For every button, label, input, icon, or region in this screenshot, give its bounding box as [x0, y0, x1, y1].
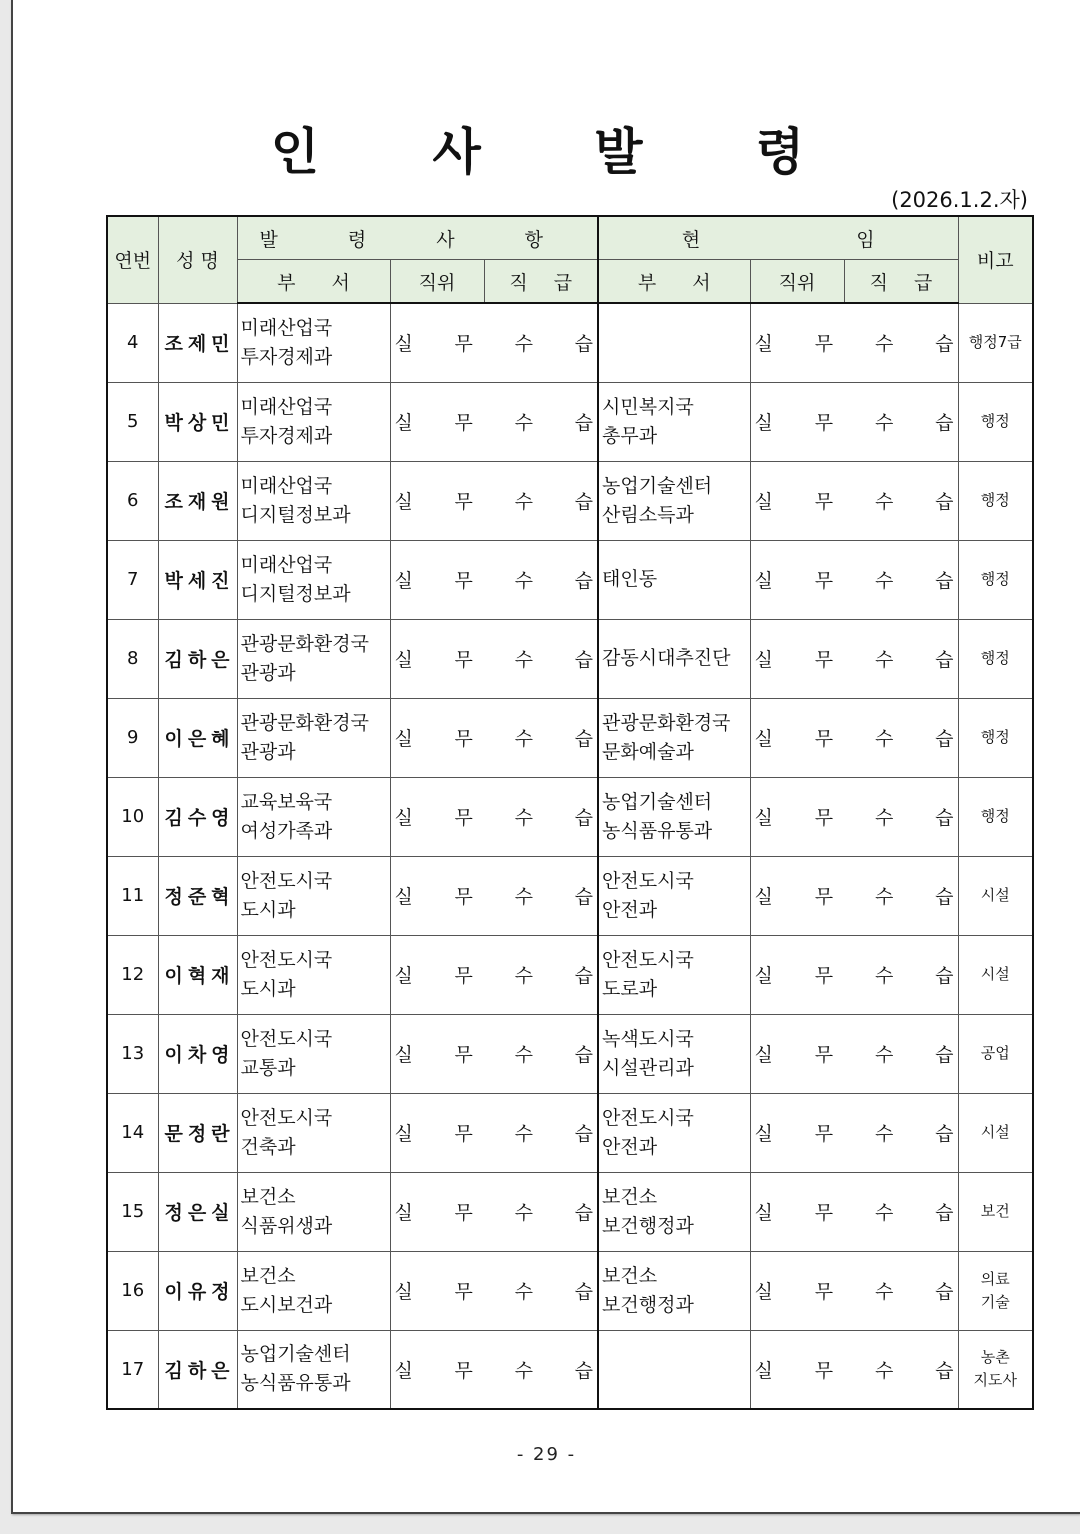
new-department — [237, 1014, 390, 1093]
note-line: 행정 — [980, 649, 1010, 667]
header-current-grade: 직 급 — [844, 260, 958, 304]
new-department-line: 관광문화환경국 — [240, 711, 369, 734]
person-name: 정은실 — [158, 1172, 237, 1251]
new-grade — [390, 1251, 598, 1330]
current-department-line: 농업기술센터 — [602, 474, 713, 497]
note-cell — [958, 382, 1033, 461]
new-department-line: 도시보건과 — [240, 1293, 333, 1316]
current-department — [598, 1014, 750, 1093]
new-department-line: 안전도시국 — [240, 1027, 333, 1050]
current-department-line: 보건행정과 — [602, 1214, 694, 1237]
note-line: 공업 — [980, 1044, 1010, 1062]
current-department — [598, 461, 750, 540]
new-department-line: 식품위생과 — [240, 1214, 333, 1237]
current-grade — [750, 540, 958, 619]
new-department — [237, 461, 390, 540]
current-department-line: 안전도시국 — [602, 869, 694, 892]
person-name: 이유정 — [158, 1251, 237, 1330]
new-grade — [390, 461, 598, 540]
new-department-line: 안전도시국 — [240, 869, 333, 892]
current-grade — [750, 461, 958, 540]
new-department-line: 디지털정보과 — [240, 503, 351, 526]
note-cell — [958, 619, 1033, 698]
new-department-line: 미래산업국 — [240, 474, 333, 497]
note-line: 행정 — [980, 412, 1010, 430]
new-grade-text: 실 무 수 습 — [394, 333, 593, 356]
row-number: 12 — [107, 935, 158, 1014]
current-department — [598, 777, 750, 856]
current-grade-text: 실 무 수 습 — [754, 1123, 954, 1145]
note-cell — [958, 698, 1033, 777]
note-cell — [958, 1014, 1033, 1093]
row-number: 4 — [107, 303, 158, 382]
header-new-dept: 부 서 — [237, 260, 390, 304]
current-grade — [750, 1093, 958, 1172]
note-cell — [958, 1172, 1033, 1251]
current-grade-text: 실 무 수 습 — [754, 491, 954, 513]
new-department-line: 농식품유통과 — [240, 1372, 351, 1395]
person-name: 조제민 — [158, 303, 237, 382]
current-grade — [750, 1014, 958, 1093]
new-department-line: 관광과 — [240, 740, 296, 763]
note-line: 지도사 — [973, 1371, 1018, 1390]
new-department — [237, 935, 390, 1014]
new-department-line: 안전도시국 — [240, 948, 333, 971]
current-grade — [750, 303, 958, 382]
new-grade — [390, 303, 598, 382]
new-department-line: 농업기술센터 — [240, 1343, 351, 1366]
new-department-line: 여성가족과 — [240, 819, 333, 842]
note-line: 행정7급 — [968, 333, 1022, 351]
row-number: 13 — [107, 1014, 158, 1093]
new-department-line: 도시과 — [240, 977, 296, 1000]
table-row — [107, 935, 1033, 1014]
new-grade — [390, 1330, 598, 1409]
current-department — [598, 619, 750, 698]
header-new-position: 직위 — [390, 260, 484, 304]
current-grade-text: 실 무 수 습 — [754, 728, 954, 750]
new-grade-text: 실 무 수 습 — [394, 1202, 593, 1224]
current-department-line: 시설관리과 — [602, 1056, 694, 1079]
note-line: 농촌 — [980, 1348, 1010, 1367]
current-department-line: 보건행정과 — [602, 1293, 694, 1316]
new-grade — [390, 1014, 598, 1093]
note-cell — [958, 1251, 1033, 1330]
new-grade — [390, 777, 598, 856]
row-number: 8 — [107, 619, 158, 698]
new-department-line: 안전도시국 — [240, 1106, 333, 1129]
current-department-line: 산림소득과 — [602, 503, 694, 526]
note-line: 행정 — [980, 728, 1010, 746]
person-name: 정준혁 — [158, 856, 237, 935]
current-department — [598, 935, 750, 1014]
current-grade — [750, 777, 958, 856]
current-department-line: 시민복지국 — [602, 395, 694, 418]
header-new-grade: 직 급 — [484, 260, 598, 304]
current-department-line: 태인동 — [602, 568, 658, 590]
new-grade-text: 실 무 수 습 — [394, 807, 593, 829]
current-department — [598, 1172, 750, 1251]
row-number: 6 — [107, 461, 158, 540]
table-row — [107, 1014, 1033, 1093]
new-department-line: 투자경제과 — [240, 345, 333, 368]
new-grade-text: 실 무 수 습 — [394, 412, 593, 434]
current-department-line: 감동시대추진단 — [602, 647, 731, 669]
note-line: 행정 — [980, 491, 1010, 509]
person-name: 김하은 — [158, 619, 237, 698]
new-department — [237, 540, 390, 619]
note-line: 시설 — [980, 886, 1010, 904]
row-number: 9 — [107, 698, 158, 777]
note-line: 보건 — [980, 1202, 1010, 1220]
current-department-line: 보건소 — [602, 1185, 658, 1208]
new-department — [237, 777, 390, 856]
current-grade-text: 실 무 수 습 — [754, 649, 954, 671]
new-department — [237, 1330, 390, 1409]
note-line: 시설 — [980, 965, 1010, 983]
table-row — [107, 1330, 1033, 1409]
table-row — [107, 619, 1033, 698]
person-name: 이차영 — [158, 1014, 237, 1093]
appointment-table — [106, 215, 1034, 1410]
new-grade — [390, 1172, 598, 1251]
new-grade — [390, 382, 598, 461]
current-grade-text: 실 무 수 습 — [754, 886, 954, 908]
person-name: 김수영 — [158, 777, 237, 856]
current-department-line: 농식품유통과 — [602, 819, 713, 842]
current-department-line: 녹색도시국 — [602, 1027, 694, 1050]
current-department — [598, 1251, 750, 1330]
new-grade-text: 실 무 수 습 — [394, 965, 593, 987]
note-line: 시설 — [980, 1123, 1010, 1141]
note-cell — [958, 303, 1033, 382]
new-grade — [390, 935, 598, 1014]
current-grade-text: 실 무 수 습 — [754, 570, 954, 592]
current-grade-text: 실 무 수 습 — [754, 1202, 954, 1224]
row-number: 11 — [107, 856, 158, 935]
current-department-line: 문화예술과 — [602, 740, 694, 763]
current-grade — [750, 698, 958, 777]
note-cell — [958, 856, 1033, 935]
new-grade-text: 실 무 수 습 — [394, 1359, 593, 1382]
current-department-line: 안전과 — [602, 898, 658, 921]
table-row — [107, 1251, 1033, 1330]
current-department — [598, 303, 750, 382]
current-department — [598, 540, 750, 619]
new-department-line: 디지털정보과 — [240, 582, 351, 605]
new-grade-text: 실 무 수 습 — [394, 1044, 593, 1066]
new-department-line: 관광문화환경국 — [240, 632, 369, 655]
new-grade — [390, 1093, 598, 1172]
header-current-dept: 부 서 — [598, 260, 750, 304]
table-row — [107, 698, 1033, 777]
table-row — [107, 777, 1033, 856]
note-line: 행정 — [980, 807, 1010, 825]
new-grade-text: 실 무 수 습 — [394, 491, 593, 513]
new-grade — [390, 619, 598, 698]
current-department — [598, 1093, 750, 1172]
new-grade-text: 실 무 수 습 — [394, 1281, 593, 1303]
note-cell — [958, 1093, 1033, 1172]
new-department-line: 교육보육국 — [240, 790, 333, 813]
current-grade — [750, 1330, 958, 1409]
current-department-line: 총무과 — [602, 424, 658, 447]
new-department-line: 미래산업국 — [240, 553, 333, 576]
current-department-line: 안전과 — [602, 1135, 658, 1158]
current-department-line: 관광문화환경국 — [602, 711, 731, 734]
person-name: 이은혜 — [158, 698, 237, 777]
note-cell — [958, 777, 1033, 856]
new-department — [237, 698, 390, 777]
current-grade — [750, 382, 958, 461]
table-row — [107, 540, 1033, 619]
new-department — [237, 1251, 390, 1330]
person-name: 이혁재 — [158, 935, 237, 1014]
current-department — [598, 698, 750, 777]
new-department-line: 보건소 — [240, 1264, 296, 1287]
header-name: 성 명 — [158, 216, 237, 303]
person-name: 조재원 — [158, 461, 237, 540]
new-department-line: 투자경제과 — [240, 424, 333, 447]
new-department-line: 도시과 — [240, 898, 296, 921]
current-department-line: 농업기술센터 — [602, 790, 713, 813]
current-grade-text: 실 무 수 습 — [754, 807, 954, 829]
note-cell — [958, 1330, 1033, 1409]
header-current-position: 직위 — [750, 260, 844, 304]
new-grade — [390, 856, 598, 935]
current-department — [598, 382, 750, 461]
row-number: 10 — [107, 777, 158, 856]
row-number: 7 — [107, 540, 158, 619]
new-department — [237, 619, 390, 698]
current-grade — [750, 619, 958, 698]
row-number: 16 — [107, 1251, 158, 1330]
current-grade — [750, 856, 958, 935]
table-row — [107, 382, 1033, 461]
table-row — [107, 461, 1033, 540]
header-current-group: 현 임 — [598, 216, 958, 260]
note-cell — [958, 935, 1033, 1014]
new-grade — [390, 540, 598, 619]
page-title: 인 사 발 령 — [270, 123, 853, 181]
current-department — [598, 1330, 750, 1409]
current-grade — [750, 935, 958, 1014]
row-number: 17 — [107, 1330, 158, 1409]
note-line: 기술 — [980, 1292, 1010, 1311]
current-grade-text: 실 무 수 습 — [754, 412, 954, 434]
current-grade-text: 실 무 수 습 — [754, 1359, 954, 1382]
table-body — [107, 303, 1033, 1409]
table-row — [107, 303, 1033, 382]
header-no: 연번 — [107, 216, 158, 303]
current-department-line: 안전도시국 — [602, 1106, 694, 1129]
issue-date: (2026.1.2.자) — [891, 188, 1028, 212]
table-row — [107, 1172, 1033, 1251]
new-department-line: 미래산업국 — [240, 316, 333, 339]
new-grade-text: 실 무 수 습 — [394, 1123, 593, 1145]
new-grade-text: 실 무 수 습 — [394, 728, 593, 750]
row-number: 14 — [107, 1093, 158, 1172]
new-department-line: 보건소 — [240, 1185, 296, 1208]
person-name: 박상민 — [158, 382, 237, 461]
new-grade-text: 실 무 수 습 — [394, 570, 593, 592]
current-grade — [750, 1251, 958, 1330]
header-new-group: 발 령 사 항 — [237, 216, 598, 260]
current-department-line: 보건소 — [602, 1264, 658, 1287]
note-line: 행정 — [980, 570, 1010, 588]
new-grade-text: 실 무 수 습 — [394, 649, 593, 671]
row-number: 15 — [107, 1172, 158, 1251]
page-number: - 29 - — [516, 1444, 577, 1465]
current-department-line: 안전도시국 — [602, 948, 694, 971]
new-department-line: 건축과 — [240, 1135, 296, 1158]
current-grade-text: 실 무 수 습 — [754, 333, 954, 356]
row-number: 5 — [107, 382, 158, 461]
header-note: 비고 — [958, 216, 1033, 303]
new-department — [237, 382, 390, 461]
note-line: 의료 — [980, 1269, 1010, 1288]
new-department — [237, 303, 390, 382]
current-grade — [750, 1172, 958, 1251]
person-name: 박세진 — [158, 540, 237, 619]
note-cell — [958, 461, 1033, 540]
table-row — [107, 1093, 1033, 1172]
new-department — [237, 856, 390, 935]
new-department — [237, 1093, 390, 1172]
document-page — [11, 0, 1080, 1514]
new-department — [237, 1172, 390, 1251]
current-grade-text: 실 무 수 습 — [754, 965, 954, 987]
current-grade-text: 실 무 수 습 — [754, 1044, 954, 1066]
person-name: 김하은 — [158, 1330, 237, 1409]
table-row — [107, 856, 1033, 935]
new-department-line: 교통과 — [240, 1056, 296, 1079]
current-grade-text: 실 무 수 습 — [754, 1281, 954, 1303]
note-cell — [958, 540, 1033, 619]
new-department-line: 미래산업국 — [240, 395, 333, 418]
person-name: 문정란 — [158, 1093, 237, 1172]
new-department-line: 관광과 — [240, 661, 296, 684]
new-grade — [390, 698, 598, 777]
new-grade-text: 실 무 수 습 — [394, 886, 593, 908]
current-department-line: 도로과 — [602, 977, 658, 1000]
current-department — [598, 856, 750, 935]
